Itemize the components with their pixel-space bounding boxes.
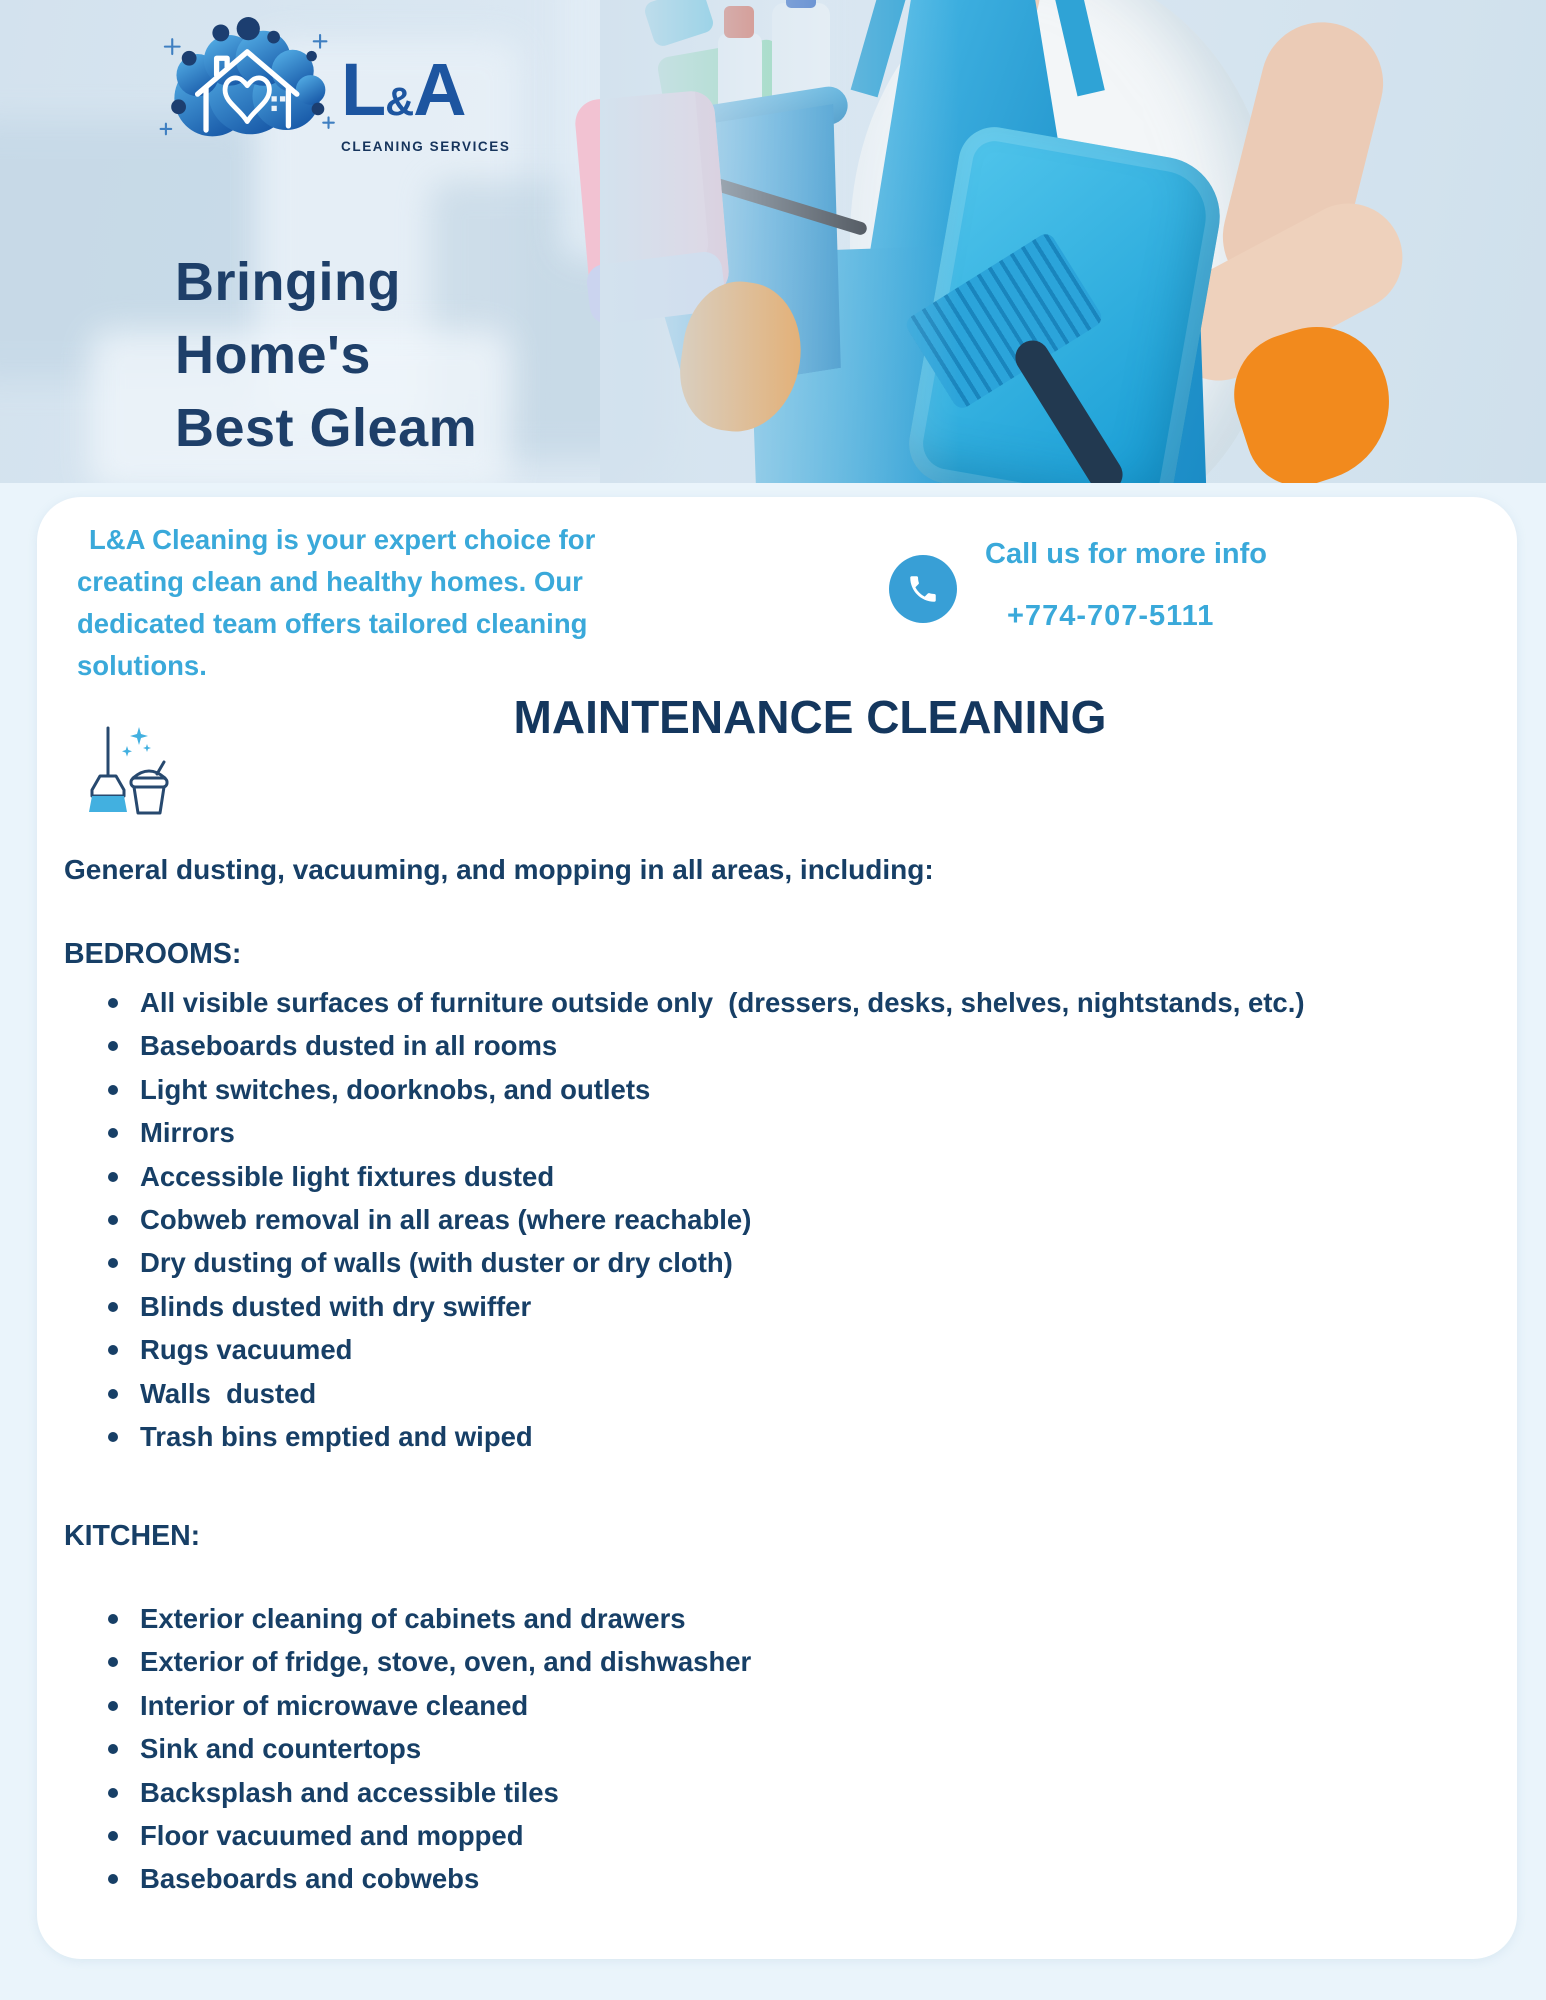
list-item: Floor vacuumed and mopped: [64, 1814, 751, 1857]
phone-icon: [889, 555, 957, 623]
list-item: Baseboards and cobwebs: [64, 1857, 751, 1900]
logo-bubble-house-icon: [150, 16, 355, 148]
list-item: Backsplash and accessible tiles: [64, 1771, 751, 1814]
contact-info: [889, 537, 1267, 633]
list-item: Cobweb removal in all areas (where reachable): [64, 1198, 1305, 1241]
list-item: Trash bins emptied and wiped: [64, 1415, 1305, 1458]
intro-line: dedicated team offers tailored cleaning: [77, 608, 588, 639]
list-item: All visible surfaces of furniture outside only (dressers, desks, shelves, nightstands, etc.): [64, 981, 1305, 1024]
list-item: Walls dusted: [64, 1372, 1305, 1415]
brand-logo: [150, 16, 511, 154]
cleaner-photo: [600, 0, 1546, 483]
service-title: MAINTENANCE CLEANING: [513, 691, 1107, 743]
service-lead: General dusting, vacuuming, and mopping in all areas, including:: [64, 854, 934, 885]
list-item: Sink and countertops: [64, 1727, 751, 1770]
tagline-line: Best Gleam: [175, 398, 478, 458]
intro-line: L&A Cleaning is your expert choice for: [89, 524, 596, 555]
intro-text: [77, 519, 595, 687]
contact-text: [985, 537, 1267, 633]
tagline: [175, 246, 477, 465]
content-card: [37, 497, 1517, 1959]
list-item: Accessible light fixtures dusted: [64, 1155, 1305, 1198]
tagline-line: Bringing: [175, 252, 401, 312]
list-item: Exterior cleaning of cabinets and drawers: [64, 1597, 751, 1640]
contact-phone: +774-707-5111: [1007, 600, 1215, 632]
list-item: Exterior of fridge, stove, oven, and dishwasher: [64, 1640, 751, 1683]
section-heading-bedrooms: BEDROOMS:: [64, 938, 242, 970]
intro-line: creating clean and healthy homes. Our: [77, 566, 583, 597]
broom-bucket-icon: [81, 722, 173, 817]
list-item: Dry dusting of walls (with duster or dry cloth): [64, 1241, 1305, 1284]
photo-fade-overlay: [600, 0, 1546, 483]
list-item: Baseboards dusted in all rooms: [64, 1024, 1305, 1067]
contact-label: Call us for more info: [985, 538, 1267, 570]
service-header: [37, 692, 1517, 832]
list-item: Mirrors: [64, 1111, 1305, 1154]
list-item: Interior of microwave cleaned: [64, 1684, 751, 1727]
list-item: Rugs vacuumed: [64, 1328, 1305, 1371]
tagline-line: Home's: [175, 325, 371, 385]
list-item: Blinds dusted with dry swiffer: [64, 1285, 1305, 1328]
logo-wordmark: [341, 48, 511, 154]
kitchen-list: [64, 1597, 751, 1901]
intro-line: solutions.: [77, 650, 207, 681]
list-item: Light switches, doorknobs, and outlets: [64, 1068, 1305, 1111]
bedrooms-list: [64, 981, 1305, 1458]
logo-subtitle: CLEANING SERVICES: [341, 139, 511, 154]
logo-brand-name: L&A: [341, 48, 466, 131]
section-heading-kitchen: KITCHEN:: [64, 1520, 201, 1552]
phone-handset-icon: [906, 572, 940, 606]
hero-banner: [0, 0, 1546, 483]
